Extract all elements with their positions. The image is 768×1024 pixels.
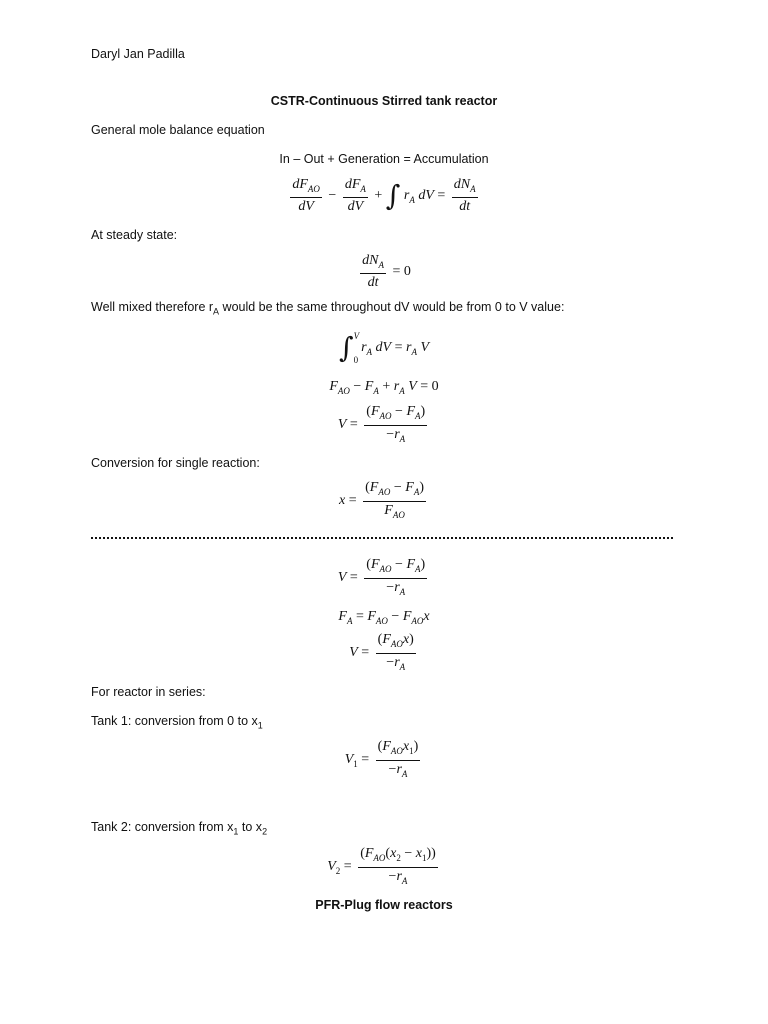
tank1-label <box>91 714 263 731</box>
equation-conversion: x = $\frac{(F_{AO} - F_A)}{F_{AO}}$ <box>339 479 424 520</box>
tank2-subscript-2: 2 <box>262 826 268 837</box>
equation-tank2: $V_2$ = $\frac{(F_{AO}(x_2 - x_1))}{-r_A}$ <box>327 845 436 886</box>
equation-steady-state: $\frac{dN_A}{dt}$ = 0 <box>362 252 411 291</box>
section-steady-state: At steady state: <box>91 228 178 242</box>
tank1-subscript: 1 <box>257 720 263 731</box>
section-well-mixed <box>91 300 564 317</box>
tank1-text: Tank 1: conversion from 0 to x <box>91 714 258 728</box>
author-name: Daryl Jan Padilla <box>91 47 185 61</box>
tank2-subscript-1: 1 <box>233 826 239 837</box>
section-reactor-series: For reactor in series: <box>91 685 206 699</box>
tank2-text-b: to x <box>238 820 263 834</box>
equation-integral: ∫ V 0 $r_A$ dV = $r_A$ V <box>338 331 430 365</box>
equation-tank1: $V_1$ = $\frac{(F_{AO}x_1)}{-r_A}$ <box>344 738 419 779</box>
well-mixed-subscript: A <box>213 306 220 317</box>
equation-volume-2: V = $\frac{(F_{AO} - F_A)}{-r_A}$ <box>337 556 426 597</box>
equation-fa: $F_A = F_{AO} - F_{AO}x$ <box>338 608 430 626</box>
equation-volume-conversion: V = $\frac{(F_{AO}x)}{-r_A}$ <box>349 631 414 672</box>
equation-balance-steady: $F_{AO} - F_A + r_A$ V = 0 <box>329 378 439 396</box>
section-pfr-heading: PFR-Plug flow reactors <box>315 898 453 912</box>
section-general-mole-balance: General mole balance equation <box>91 123 265 137</box>
page-title: CSTR-Continuous Stirred tank reactor <box>270 94 498 108</box>
tank2-label <box>91 820 267 837</box>
dotted-separator <box>91 537 673 539</box>
section-conversion-single: Conversion for single reaction: <box>91 456 260 470</box>
word-equation: In – Out + Generation = Accumulation <box>279 152 489 166</box>
well-mixed-text-rest: would be the same throughout dV would be from 0 to V value: <box>219 300 565 314</box>
equation-volume-1: V = $\frac{(F_{AO} - F_A)}{-r_A}$ <box>337 403 426 444</box>
well-mixed-text: Well mixed therefore r <box>91 300 214 314</box>
tank2-text-a: Tank 2: conversion from x <box>91 820 234 834</box>
equation-mole-balance: $\frac{dF_{AO}}{dV}$ − $\frac{dF_A}{dV}$ + ∫ $r_A$ dV = $\frac{dN_A}{dt}$ <box>292 176 476 215</box>
